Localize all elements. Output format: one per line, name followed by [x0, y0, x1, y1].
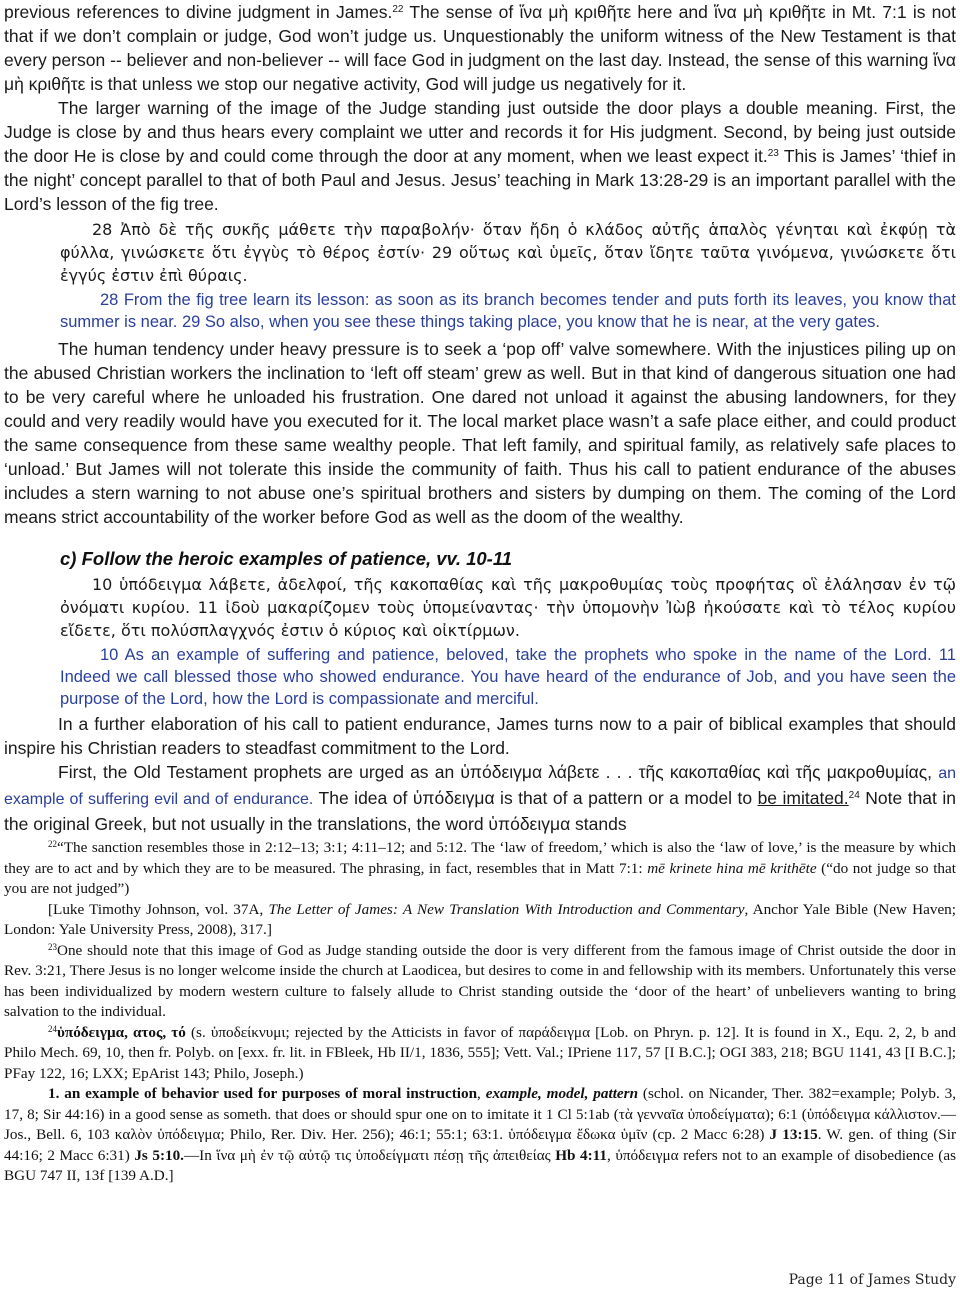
english-passage: 28 From the fig tree learn its lesson: as soon as its branch becomes tender and puts forth its leaves, you know that summer is near. 29 So also, when you see these things taking place, you know that he is near, at the very gates. [60, 291, 956, 331]
paragraph-text: The larger warning of the image of the Judge standing just outside the door plays a double meaning. First, the Judge is close by and thus hears every complaint we utter and records it for His judgment. Second, by being just outside the door He is close by and could come through the door at any moment, when we least expect it. [4, 98, 956, 166]
footnote-text: , ὑπόδειγμα refers not to an example of disobedience (as BGU 747 II, 13f [139 A.D.] [4, 1146, 956, 1184]
paragraph-text: Note that in the original Greek, but not usually in the translations, the word ὑπόδειγμα stands [4, 788, 956, 834]
english-passage: 10 As an example of suffering and patience, beloved, take the prophets who spoke in the name of the Lord. 11 Indeed we call blessed those who showed endurance. You have heard of the endurance of Job, and you have seen the purpose of the Lord, how the Lord is compassionate and merciful. [60, 646, 956, 708]
footnote-text: , [477, 1085, 486, 1102]
footnote-text: —In ἵνα μὴ ἐν τῷ αὐτῷ τις ὑποδείγματι πέσῃ τῆς ἀπειθείας [183, 1146, 556, 1164]
greek-passage [60, 218, 956, 287]
greek-passage-text: 10 ὑπόδειγμα λάβετε, ἀδελφοί, τῆς κακοπαθίας καὶ τῆς μακροθυμίας τοὺς προφήτας οἳ ἐλάλησαν ἐν τῷ ὀνόματι κυρίου. 11 ἰδοὺ μακαρίζομεν τοὺς ὑπομείναντας· τὴν ὑπομονὴν Ἰὼβ ἠκούσατε καὶ τὸ τέλος κυρίου εἴδετε, ὅτι πολύσπλαγχνός ἐστιν ὁ κύριος καὶ οἰκτίρμων. [60, 575, 956, 640]
footnote-24-definition [4, 1084, 956, 1187]
citation-text: [Luke Timothy Johnson, vol. 37A, [48, 900, 269, 918]
footnote-text: One should note that this image of God as Judge standing outside the door is very different from the famous image of Christ outside the door in Rev. 3:21, There Jesus is no longer welcome inside the church at Laodicea, but desires to come in and fellowship with its members. Unfortunately this verse has been individualized by modern western culture to falsely allude to Christ standing outside the ‘door of the heart’ of unbelievers wanting to bring salvation to the individual. [4, 941, 956, 1020]
paragraph [4, 96, 956, 216]
footnote-text: “The sanction resembles those in 2:12–13; 3:1; 4:11–12; and 5:12. The ‘law of freedom,’ which is also the ‘law of love,’ is the measure by which they are to act and by which they are to be measured. The phrasing, in fact, resembles that in Matt 7:1: [4, 839, 956, 877]
footnotes [0, 838, 960, 1187]
paragraph: In a further elaboration of his call to patient endurance, James turns now to a pair of biblical examples that should inspire his Christian readers to steadfast commitment to the Lord. [4, 714, 956, 758]
paragraph-text: First, the Old Testament prophets are urged as an ὑπόδειγμα λάβετε . . . τῆς κακοπαθίας καὶ τῆς μακροθυμίας, [58, 762, 939, 782]
paragraph-text: This is James’ ‘thief in the night’ concept parallel to that of both Paul and Jesus. Jesus’ teaching in Mark 13:28-29 is an important parallel with the Lord’s lesson of the fig tree. [4, 146, 956, 214]
page-number: Page 11 of James Study [788, 1272, 956, 1288]
footnote-citation [4, 900, 956, 941]
citation-text: , Anchor Yale Bible (New Haven; London: Yale University Press, 2008), 317.] [4, 900, 956, 938]
definition-glosses: example, model, pattern [485, 1085, 639, 1102]
greek-passage-text: 28 Ἀπὸ δὲ τῆς συκῆς μάθετε τὴν παραβολήν· ὅταν ἤδη ὁ κλάδος αὐτῆς ἁπαλὸς γένηται καὶ ἐκφύῃ τὰ φύλλα, γινώσκετε ὅτι ἐγγὺς τὸ θέρος ἐστίν· 29 οὕτως καὶ ὑμεῖς, ὅταν ἴδητε ταῦτα γινόμενα, γινώσκετε ὅτι ἐγγύς ἐστιν ἐπὶ θύραις. [60, 220, 956, 285]
greek-passage [60, 573, 956, 642]
citation-title: The Letter of James: A New Translation With Introduction and Commentary [268, 900, 745, 918]
footnote-number: 23 [48, 941, 57, 952]
section-heading: c) Follow the heroic examples of patience, vv. 10-11 [60, 548, 513, 569]
footnote-ref[interactable]: 22 [392, 4, 404, 15]
definition-heading: 1. an example of behavior used for purposes of moral instruction [48, 1085, 478, 1102]
underlined-text: be imitated. [757, 788, 849, 808]
footnote-ref[interactable]: 24 [848, 790, 860, 801]
footnote-italic: mē krinete hina mē krithēte [647, 859, 817, 877]
footnote-text: (s. ὑποδείκνυμι; rejected by the Atticists in favor of παράδειγμα [Lob. on Phryn. p. 12]. It is found in X., Equ. 2, 2, b and Philo Mech. 69, 10, then fr. Polyb. on [exx. fr. lit. in FBleek, Hb II/1, 1836, 555]; Vett. Val.; IPriene 117, 57 [I B.C.]; OGI 383, 218; BGU 1141, 43 [I B.C.]; PFay 122, 16; LXX; EpArist 143; Philo, Joseph.) [4, 1023, 957, 1082]
footnote-24 [4, 1023, 956, 1085]
footnote-text: . W. gen. of thing (Sir 44:16; 2 Macc 6:31) [4, 1126, 957, 1164]
lexicon-headword: ὑπόδειγμα, ατος, τό [57, 1023, 186, 1041]
footnote-text: (schol. on Nicander, Ther. 382=example; Polyb. 3, 17, 8; Sir 44:16) in a good sense as someth. that does or should spur one on to imitate it 1 Cl 5:1ab (τὰ γενναῖα ὑποδείγματα); 6:1 (ὑπόδειγμα κάλλιστον.—Jos., Bell. 6, 103 καλὸν ὑπόδειγμα; Philo, Rer. Div. Her. 256); 46:1; 55:1; 63:1. ὑπόδειγμα ἔδωκα ὑμῖν (cp. 2 Macc 6:28) [4, 1085, 957, 1143]
translation-inline: an example of suffering evil and of endurance. [4, 765, 956, 808]
footnote-text: (“do not judge so that you are not judged”) [4, 859, 956, 897]
paragraph [4, 760, 956, 836]
paragraph-text: The sense of ἵνα μὴ κριθῆτε here and ἵνα μὴ κριθῆτε in Mt. 7:1 is not that if we don’t complain or judge, God won’t judge us. Unquestionably the uniform witness of the New Testament is that every person -- believer and non-believer -- will face God in judgment on the last day. Instead, the sense of this warning ἵνα μὴ κριθῆτε is that unless we stop our negative activity, God will judge us negatively for it. [4, 2, 956, 94]
paragraph [4, 0, 956, 96]
footnote-number: 22 [48, 839, 57, 849]
paragraph-text: The idea of ὑπόδειγμα is that of a pattern or a model to [313, 788, 758, 808]
scripture-ref: J 13:15 [769, 1126, 818, 1143]
footnote-number: 24 [48, 1023, 57, 1034]
paragraph-text: previous references to divine judgment in James. [4, 2, 393, 22]
footnote-22 [4, 838, 956, 900]
footnote-23 [4, 941, 956, 1023]
scripture-ref: Hb 4:11 [555, 1146, 607, 1164]
footnote-ref[interactable]: 23 [767, 148, 779, 159]
paragraph: The human tendency under heavy pressure is to seek a ‘pop off’ valve somewhere. With the injustices piling up on the abused Christian workers the inclination to ‘left off steam’ grew as well. But in that kind of dangerous situation one had to be very careful where he unloaded his frustration. One dared not unload it against the abusing landowners, for they could and very readily would have you executed for it. The local market place wasn’t a safe place either, and could product the same consequence from these same wealthy people. That left family, and spiritual family, as relatively safe places to ‘unload.’ But James will not tolerate this inside the community of faith. Thus his call to patient endurance of the abuses includes a stern warning to not abuse one’s spiritual brothers and sisters by dumping on them. The coming of the Lord means strict accountability of the worker before God as well as the doom of the wealthy. [4, 339, 956, 527]
scripture-ref: Js 5:10. [134, 1146, 184, 1164]
